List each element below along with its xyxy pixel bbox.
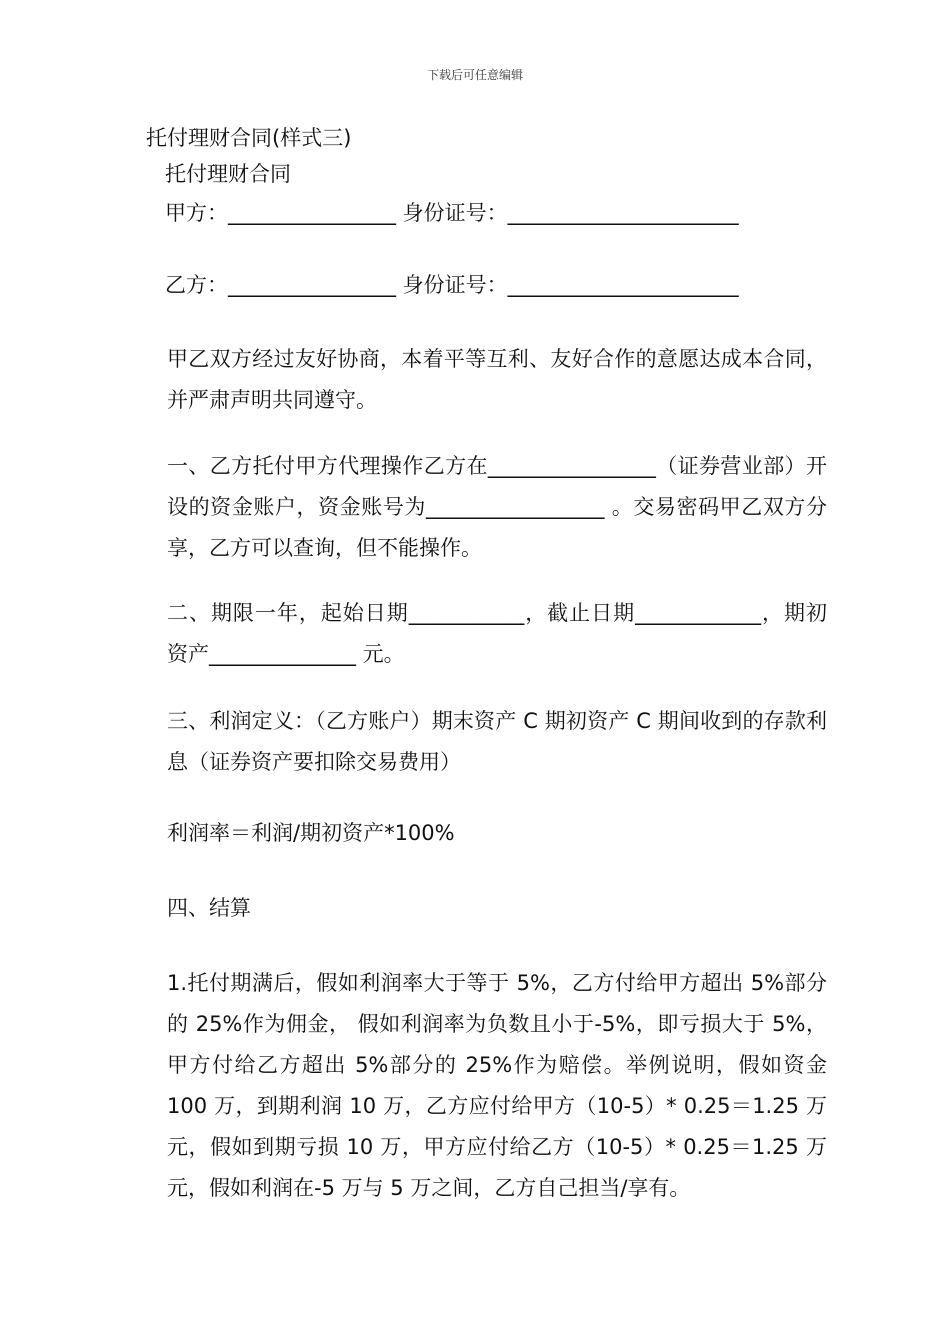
intro-paragraph: 甲乙双方经过友好协商，本着平等互利、友好合作的意愿达成本合同，并严肃声明共同遵守。 <box>167 347 827 412</box>
clause-2: 二、期限一年，起始日期___________，截止日期____________，期初资产______________ 元。 <box>167 601 827 666</box>
contract-title: 托付理财合同 <box>165 162 291 186</box>
clause-4-item-1: 1.托付期满后，假如利润率大于等于 5%，乙方付给甲方超出 5%部分的 25%作为佣金， 假如利润率为负数且小于-5%，即亏损大于 5%，甲方付给乙方超出 5%部分的 25%作为赔偿。举例说明，假如资金 100 万，到期利润 10 万，乙方应付给甲方（10-5）* 0.25＝1.25 万元，假如到期亏损 10 万，甲方应付给乙方（10-5）* 0.25＝1.25 万元，假如利润在-5 万与 5 万之间，乙方自己担当/享有。 <box>167 971 827 1200</box>
party-a-line: 甲方：________________ 身份证号：______________________ <box>165 201 739 225</box>
clause-3: 三、利润定义：（乙方账户）期末资产 C 期初资产 C 期间收到的存款利息（证券资产要扣除交易费用） <box>167 709 827 774</box>
document-title: 托付理财合同(样式三) <box>146 126 352 150</box>
clause-1: 一、乙方托付甲方代理操作乙方在________________（证券营业部）开设的资金账户，资金账号为_________________ 。交易密码甲乙双方分享，乙方可以查询，但不能操作。 <box>167 454 827 560</box>
page-header: 下载后可任意编辑 <box>426 68 523 82</box>
party-b-line: 乙方：________________ 身份证号：______________________ <box>165 273 739 297</box>
clause-4-title: 四、结算 <box>167 896 251 920</box>
profit-rate-formula: 利润率＝利润/期初资产*100% <box>167 821 455 845</box>
